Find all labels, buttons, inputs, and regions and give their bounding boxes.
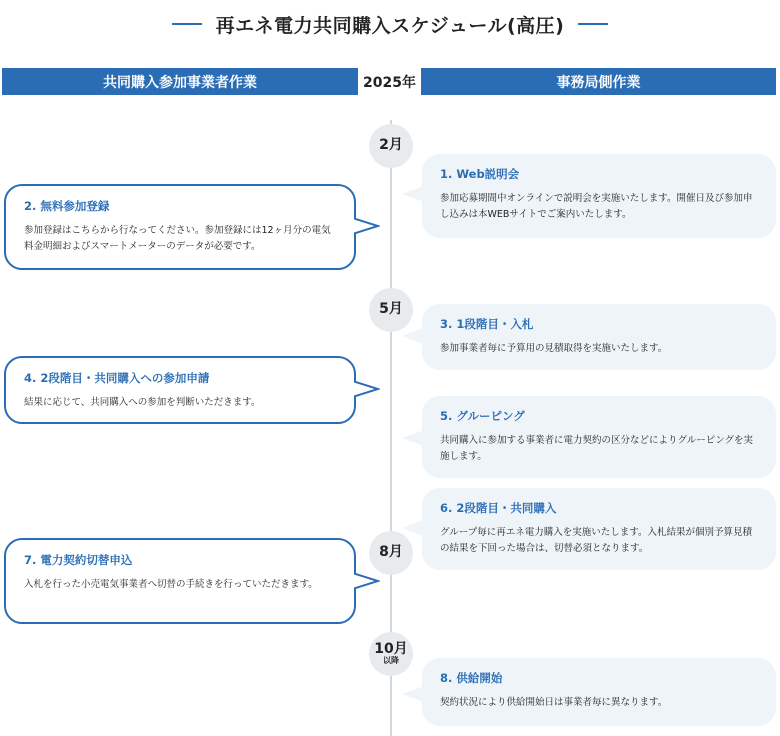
- month-label: 10月: [374, 640, 408, 657]
- step-title: 3. 1段階目・入札: [440, 317, 534, 331]
- card-pointer-left-icon: [402, 186, 424, 202]
- secretariat-column-header: 事務局側作業: [421, 68, 776, 95]
- step-text: 参加事業者毎に予算用の見積取得を実施いたします。: [440, 343, 668, 354]
- participant-step-card: [4, 356, 356, 424]
- secretariat-step-card: [422, 396, 776, 478]
- step-text: 共同購入に参加する事業者に電力契約の区分などによりグルーピングを実施します。: [440, 435, 754, 462]
- secretariat-step-card: [422, 658, 776, 726]
- month-label: 8月: [379, 544, 403, 561]
- secretariat-step-card: [422, 488, 776, 570]
- month-sublabel: 以降: [383, 656, 399, 666]
- step-text: 入札を行った小売電気事業者へ切替の手続きを行っていただきます。: [24, 579, 318, 590]
- step-title: 6. 2段階目・共同購入: [440, 501, 557, 515]
- card-pointer-left-icon: [402, 520, 424, 536]
- card-pointer-left-icon: [402, 686, 424, 702]
- participant-step-card: [4, 538, 356, 624]
- step-text: 参加登録はこちらから行なってください。参加登録には12ヶ月分の電気料金明細およびスマートメーターのデータが必要です。: [24, 225, 331, 252]
- page-header: [0, 10, 780, 38]
- secretariat-step-card: [422, 154, 776, 238]
- step-title: 8. 供給開始: [440, 671, 503, 685]
- year-label: 2025年: [363, 74, 416, 91]
- card-pointer-right-icon: [354, 381, 380, 397]
- step-title: 5. グルーピング: [440, 409, 525, 423]
- card-pointer-right-icon: [354, 573, 380, 589]
- participant-step-card: [4, 184, 356, 270]
- step-title: 4. 2段階目・共同購入への参加申請: [24, 371, 210, 385]
- card-pointer-left-icon: [402, 328, 424, 344]
- page-title: 再エネ電力共同購入スケジュール(高圧): [215, 14, 565, 37]
- title-decor-line-right: [578, 23, 608, 25]
- participant-column-header: 共同購入参加事業者作業: [2, 68, 358, 95]
- card-pointer-right-icon: [354, 218, 380, 234]
- month-marker-may: [369, 288, 413, 332]
- step-text: 契約状況により供給開始日は事業者毎に異なります。: [440, 697, 668, 708]
- month-marker-oct: [369, 632, 413, 676]
- month-label: 2月: [379, 137, 403, 154]
- month-marker-feb: [369, 124, 413, 168]
- step-text: 参加応募期間中オンラインで説明会を実施いたします。開催日及び参加申し込みは本WEBサイトでご案内いたします。: [440, 193, 753, 220]
- step-text: グループ毎に再エネ電力購入を実施いたします。入札結果が個別予算見積の結果を下回った場合は、切替必須となります。: [440, 527, 752, 554]
- step-title: 1. Web説明会: [440, 167, 520, 181]
- secretariat-step-card: [422, 304, 776, 370]
- title-decor-line-left: [172, 23, 202, 25]
- step-title: 7. 電力契約切替申込: [24, 553, 133, 567]
- month-label: 5月: [379, 301, 403, 318]
- card-pointer-left-icon: [402, 430, 424, 446]
- step-text: 結果に応じて、共同購入への参加を判断いただきます。: [24, 397, 261, 408]
- step-title: 2. 無料参加登録: [24, 199, 110, 213]
- month-marker-aug: [369, 531, 413, 575]
